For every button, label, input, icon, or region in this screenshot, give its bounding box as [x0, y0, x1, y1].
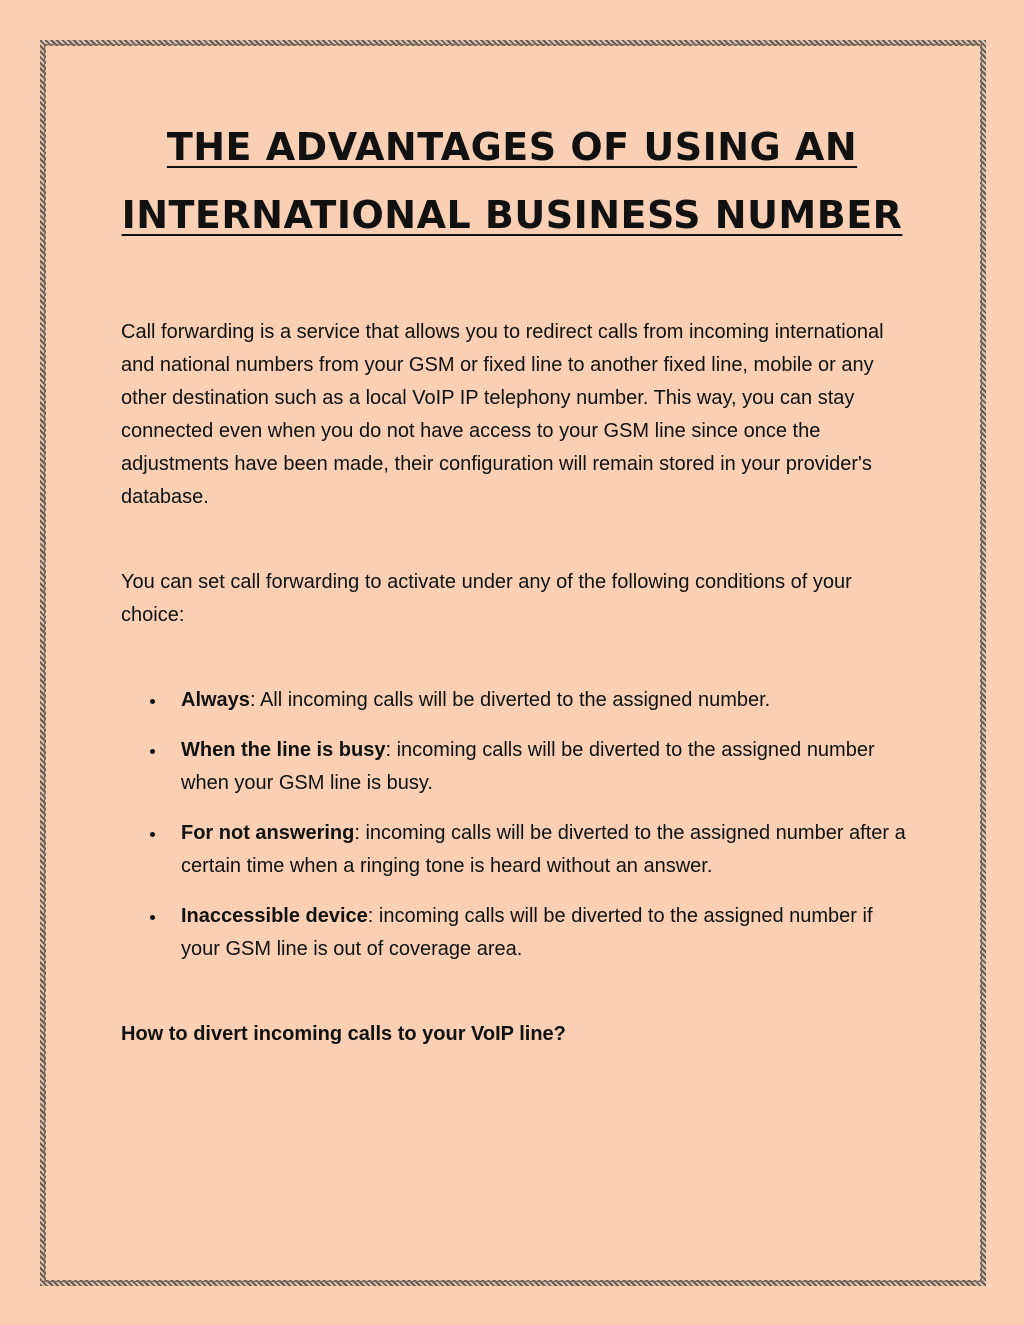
list-item-text: : All incoming calls will be diverted to the assigned number. — [249, 689, 771, 711]
bullet-icon — [150, 915, 155, 920]
bullet-icon — [150, 749, 155, 754]
list-item-text: : incoming calls will be diverted to the assigned number if your GSM line is out of coverage area. — [181, 905, 873, 960]
page-title — [0, 125, 1024, 237]
list-item-term: Always — [181, 689, 250, 711]
list-item-text: : incoming calls will be diverted to the assigned number when your GSM line is busy. — [181, 739, 875, 794]
list-item — [121, 817, 911, 883]
section-subheading: How to divert incoming calls to your VoIP line? — [121, 1023, 566, 1045]
list-item — [121, 900, 911, 966]
document-body — [121, 316, 911, 1051]
bullet-icon — [150, 832, 155, 837]
conditions-paragraph: You can set call forwarding to activate under any of the following conditions of your choice: — [121, 571, 852, 626]
bullet-icon — [150, 699, 155, 704]
list-item-term: When the line is busy — [181, 739, 386, 761]
list-item — [121, 684, 911, 717]
intro-paragraph: Call forwarding is a service that allows you to redirect calls from incoming international and national numbers from your GSM or fixed line to another fixed line, mobile or any other destination such as a local VoIP IP telephony number. This way, you can stay connected even when you do not have access to your GSM line since once the adjustments have been made, their configuration will remain stored in your provider's database. — [121, 321, 884, 508]
list-item-term: For not answering — [181, 822, 355, 844]
list-item — [121, 734, 911, 800]
conditions-list — [121, 684, 911, 966]
list-item-term: Inaccessible device — [181, 905, 368, 927]
title-line-1: THE ADVANTAGES OF USING AN — [166, 125, 858, 169]
title-line-2: INTERNATIONAL BUSINESS NUMBER — [121, 193, 903, 237]
list-item-text: : incoming calls will be diverted to the assigned number after a certain time when a ringing tone is heard without an answer. — [181, 822, 906, 877]
